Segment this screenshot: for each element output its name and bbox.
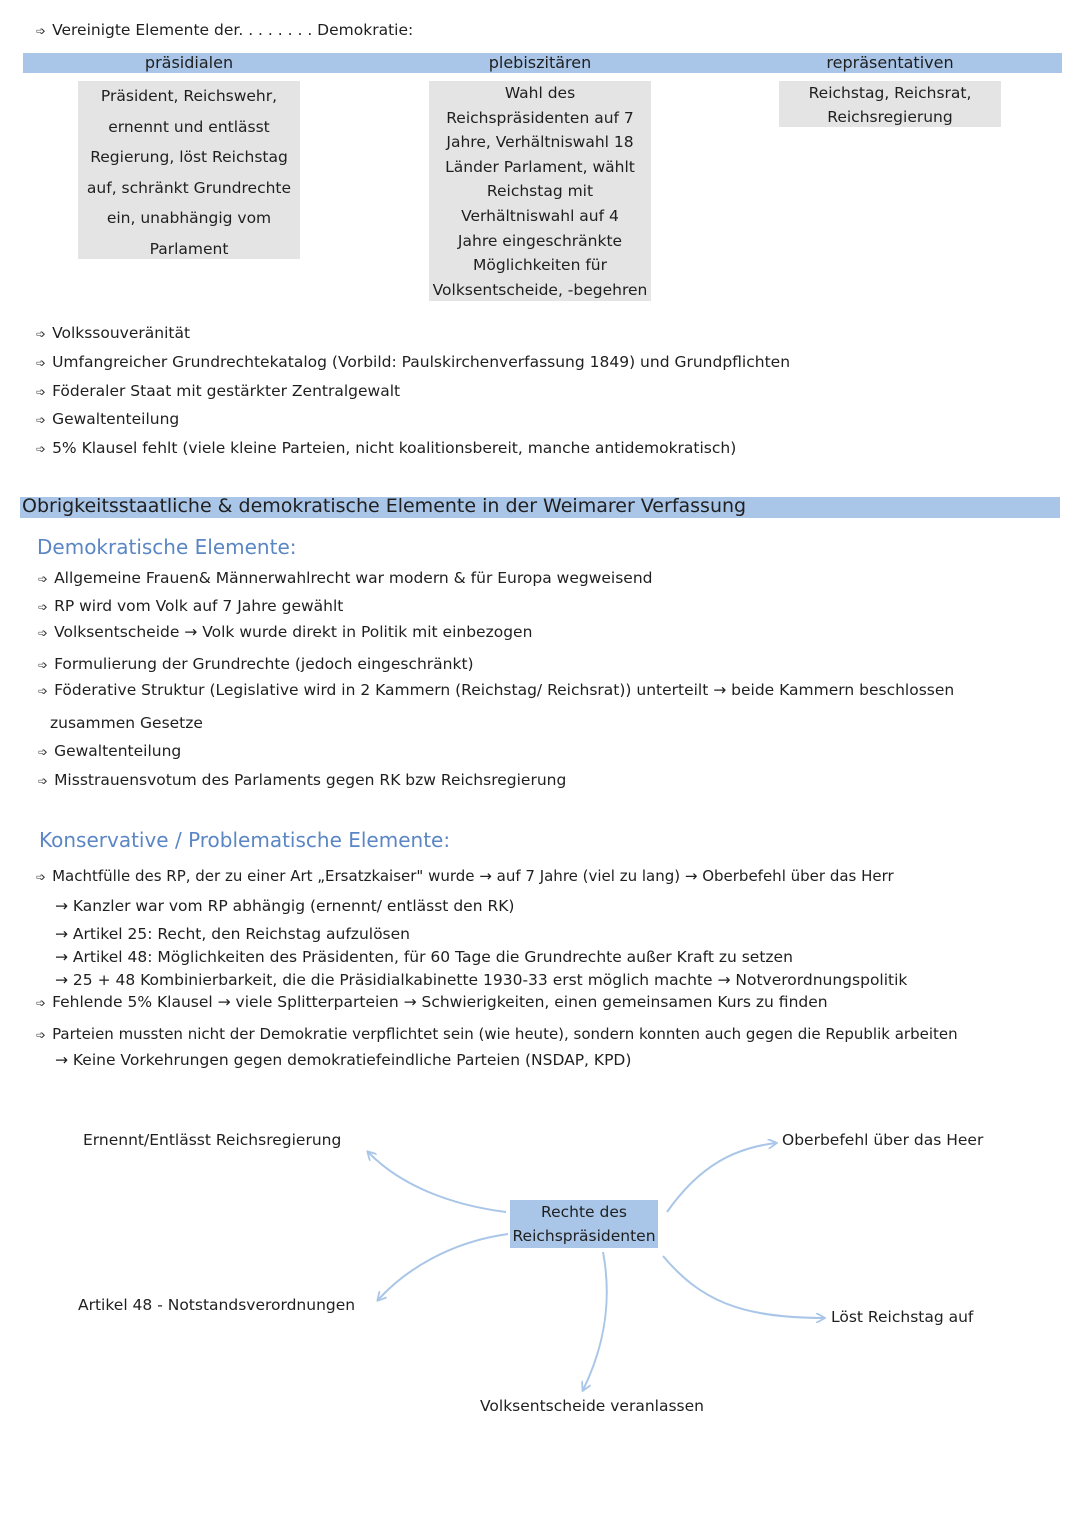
democratic-item-text: Formulierung der Grundrechte (jedoch eingeschränkt)	[54, 655, 474, 673]
democratic-item	[38, 623, 532, 641]
center-node-line: Reichspräsidenten	[512, 1227, 656, 1245]
top-bullet	[36, 353, 790, 371]
column-box-repraesentativen	[779, 81, 1001, 127]
democratic-item	[38, 655, 474, 673]
democratic-item	[38, 597, 343, 615]
top-heading	[36, 21, 413, 39]
democratic-item-text: Gewaltenteilung	[54, 742, 182, 760]
mindmap-node-bottom-left: Artikel 48 - Notstandsverordnungen	[78, 1296, 356, 1314]
box-line: ein, unabhängig vom	[106, 209, 272, 227]
democratic-item	[38, 742, 181, 760]
top-bullet	[36, 410, 179, 428]
column-head-repraesentativen: repräsentativen	[826, 53, 954, 72]
arrow-to-bottom-right	[663, 1256, 824, 1318]
conservative-item-text: Fehlende 5% Klausel → viele Splitterparteien → Schwierigkeiten, einen gemeinsamen Kurs zu finden	[52, 993, 828, 1011]
column-head-plebiszitaeren: plebiszitären	[488, 53, 592, 72]
top-bullet	[36, 439, 736, 457]
box-line: Regierung, löst Reichstag	[90, 148, 288, 166]
mindmap-node-top-right: Oberbefehl über das Heer	[782, 1131, 984, 1149]
democratic-item-text: RP wird vom Volk auf 7 Jahre gewählt	[54, 597, 344, 615]
democratic-item-text: Föderative Struktur (Legislative wird in 2 Kammern (Reichstag/ Reichsrat)) unterteilt → beide Kammern beschlossen	[54, 681, 955, 699]
mindmap-arrows	[0, 1100, 1080, 1440]
conservative-subitem: → 25 + 48 Kombinierbarkeit, die die Präsidialkabinette 1930-33 erst möglich machte → Notverordnungspolitik	[55, 971, 908, 989]
conservative-item	[36, 1025, 958, 1043]
conservative-item	[36, 993, 828, 1011]
box-line: Wahl des	[504, 84, 576, 102]
top-bullet-text: 5% Klausel fehlt (viele kleine Parteien, nicht koalitionsbereit, manche antidemokratisch)	[52, 439, 737, 457]
top-bullet	[36, 382, 400, 400]
top-bullet-text: Umfangreicher Grundrechtekatalog (Vorbild: Paulskirchenverfassung 1849) und Grundpflichten	[52, 353, 791, 371]
mindmap-node-top-left: Ernennt/Entlässt Reichsregierung	[83, 1131, 342, 1149]
box-line: Reichstag mit	[486, 182, 594, 201]
democratic-item-text: Allgemeine Frauen& Männerwahlrecht war modern & für Europa wegweisend	[54, 569, 653, 587]
arrow-to-top-left	[368, 1152, 506, 1212]
mindmap-node-bottom: Volksentscheide veranlassen	[480, 1397, 704, 1415]
democratic-title: Demokratische Elemente:	[37, 535, 297, 559]
box-line: Jahre eingeschränkte	[457, 231, 623, 250]
box-line: Reichsregierung	[827, 108, 953, 126]
democratic-item	[38, 681, 954, 699]
democratic-item-continuation: zusammen Gesetze	[50, 714, 203, 732]
arrow-to-top-right	[667, 1143, 776, 1212]
mindmap-center-node	[510, 1200, 658, 1248]
box-line: Möglichkeiten für	[473, 256, 607, 275]
top-bullet-text: Volkssouveränität	[52, 324, 191, 342]
conservative-subitem: → Artikel 25: Recht, den Reichstag aufzulösen	[55, 925, 410, 943]
conservative-item	[36, 867, 894, 885]
box-line: Volksentscheide, -begehren	[432, 280, 648, 299]
conservative-item-text: Machtfülle des RP, der zu einer Art „Ersatzkaiser" wurde → auf 7 Jahre (viel zu lang) → Oberbefehl über das Herr	[52, 867, 894, 885]
column-box-praesidialen	[78, 81, 300, 259]
box-line: Reichstag, Reichsrat,	[808, 84, 972, 102]
top-bullet-text: Gewaltenteilung	[52, 410, 180, 428]
box-line: Parlament	[149, 239, 229, 258]
conservative-subitem: → Kanzler war vom RP abhängig (ernennt/ entlässt den RK)	[55, 897, 515, 915]
column-box-plebiszitaeren	[429, 81, 651, 301]
box-line: Reichspräsidenten auf 7	[446, 108, 634, 127]
top-heading-text: Vereinigte Elemente der. . . . . . . . Demokratie:	[52, 21, 414, 39]
democratic-item	[38, 771, 566, 789]
arrow-to-bottom-left	[378, 1234, 508, 1300]
section-title: Obrigkeitsstaatliche & demokratische Elemente in der Weimarer Verfassung	[22, 495, 747, 517]
top-bullet-text: Föderaler Staat mit gestärkter Zentralgewalt	[52, 382, 401, 400]
conservative-subitem: → Keine Vorkehrungen gegen demokratiefeindliche Parteien (NSDAP, KPD)	[55, 1051, 632, 1069]
arrow-to-bottom	[583, 1252, 607, 1390]
conservative-subitem: → Artikel 48: Möglichkeiten des Präsidenten, für 60 Tage die Grundrechte außer Kraft zu setzen	[55, 948, 793, 966]
box-line: Verhältniswahl auf 4	[461, 206, 619, 225]
box-line: auf, schränkt Grundrechte	[86, 178, 292, 197]
box-line: Jahre, Verhältniswahl 18	[446, 133, 634, 152]
box-line: ernennt und entlässt	[108, 117, 270, 136]
democratic-item	[38, 569, 653, 587]
democratic-item-text: Volksentscheide → Volk wurde direkt in Politik mit einbezogen	[54, 623, 533, 641]
box-line: Länder Parlament, wählt	[445, 157, 635, 176]
top-bullet	[36, 324, 190, 342]
conservative-title: Konservative / Problematische Elemente:	[39, 828, 451, 852]
mindmap-node-bottom-right: Löst Reichstag auf	[831, 1308, 974, 1326]
center-node-line: Rechte des	[541, 1203, 627, 1221]
democratic-item-text: Misstrauensvotum des Parlaments gegen RK bzw Reichsregierung	[54, 771, 567, 789]
conservative-item-text: Parteien mussten nicht der Demokratie verpflichtet sein (wie heute), sondern konnten auch gegen die Republik arbeiten	[52, 1025, 958, 1043]
box-line: Präsident, Reichswehr,	[100, 87, 278, 105]
column-head-praesidialen: präsidialen	[144, 53, 234, 72]
